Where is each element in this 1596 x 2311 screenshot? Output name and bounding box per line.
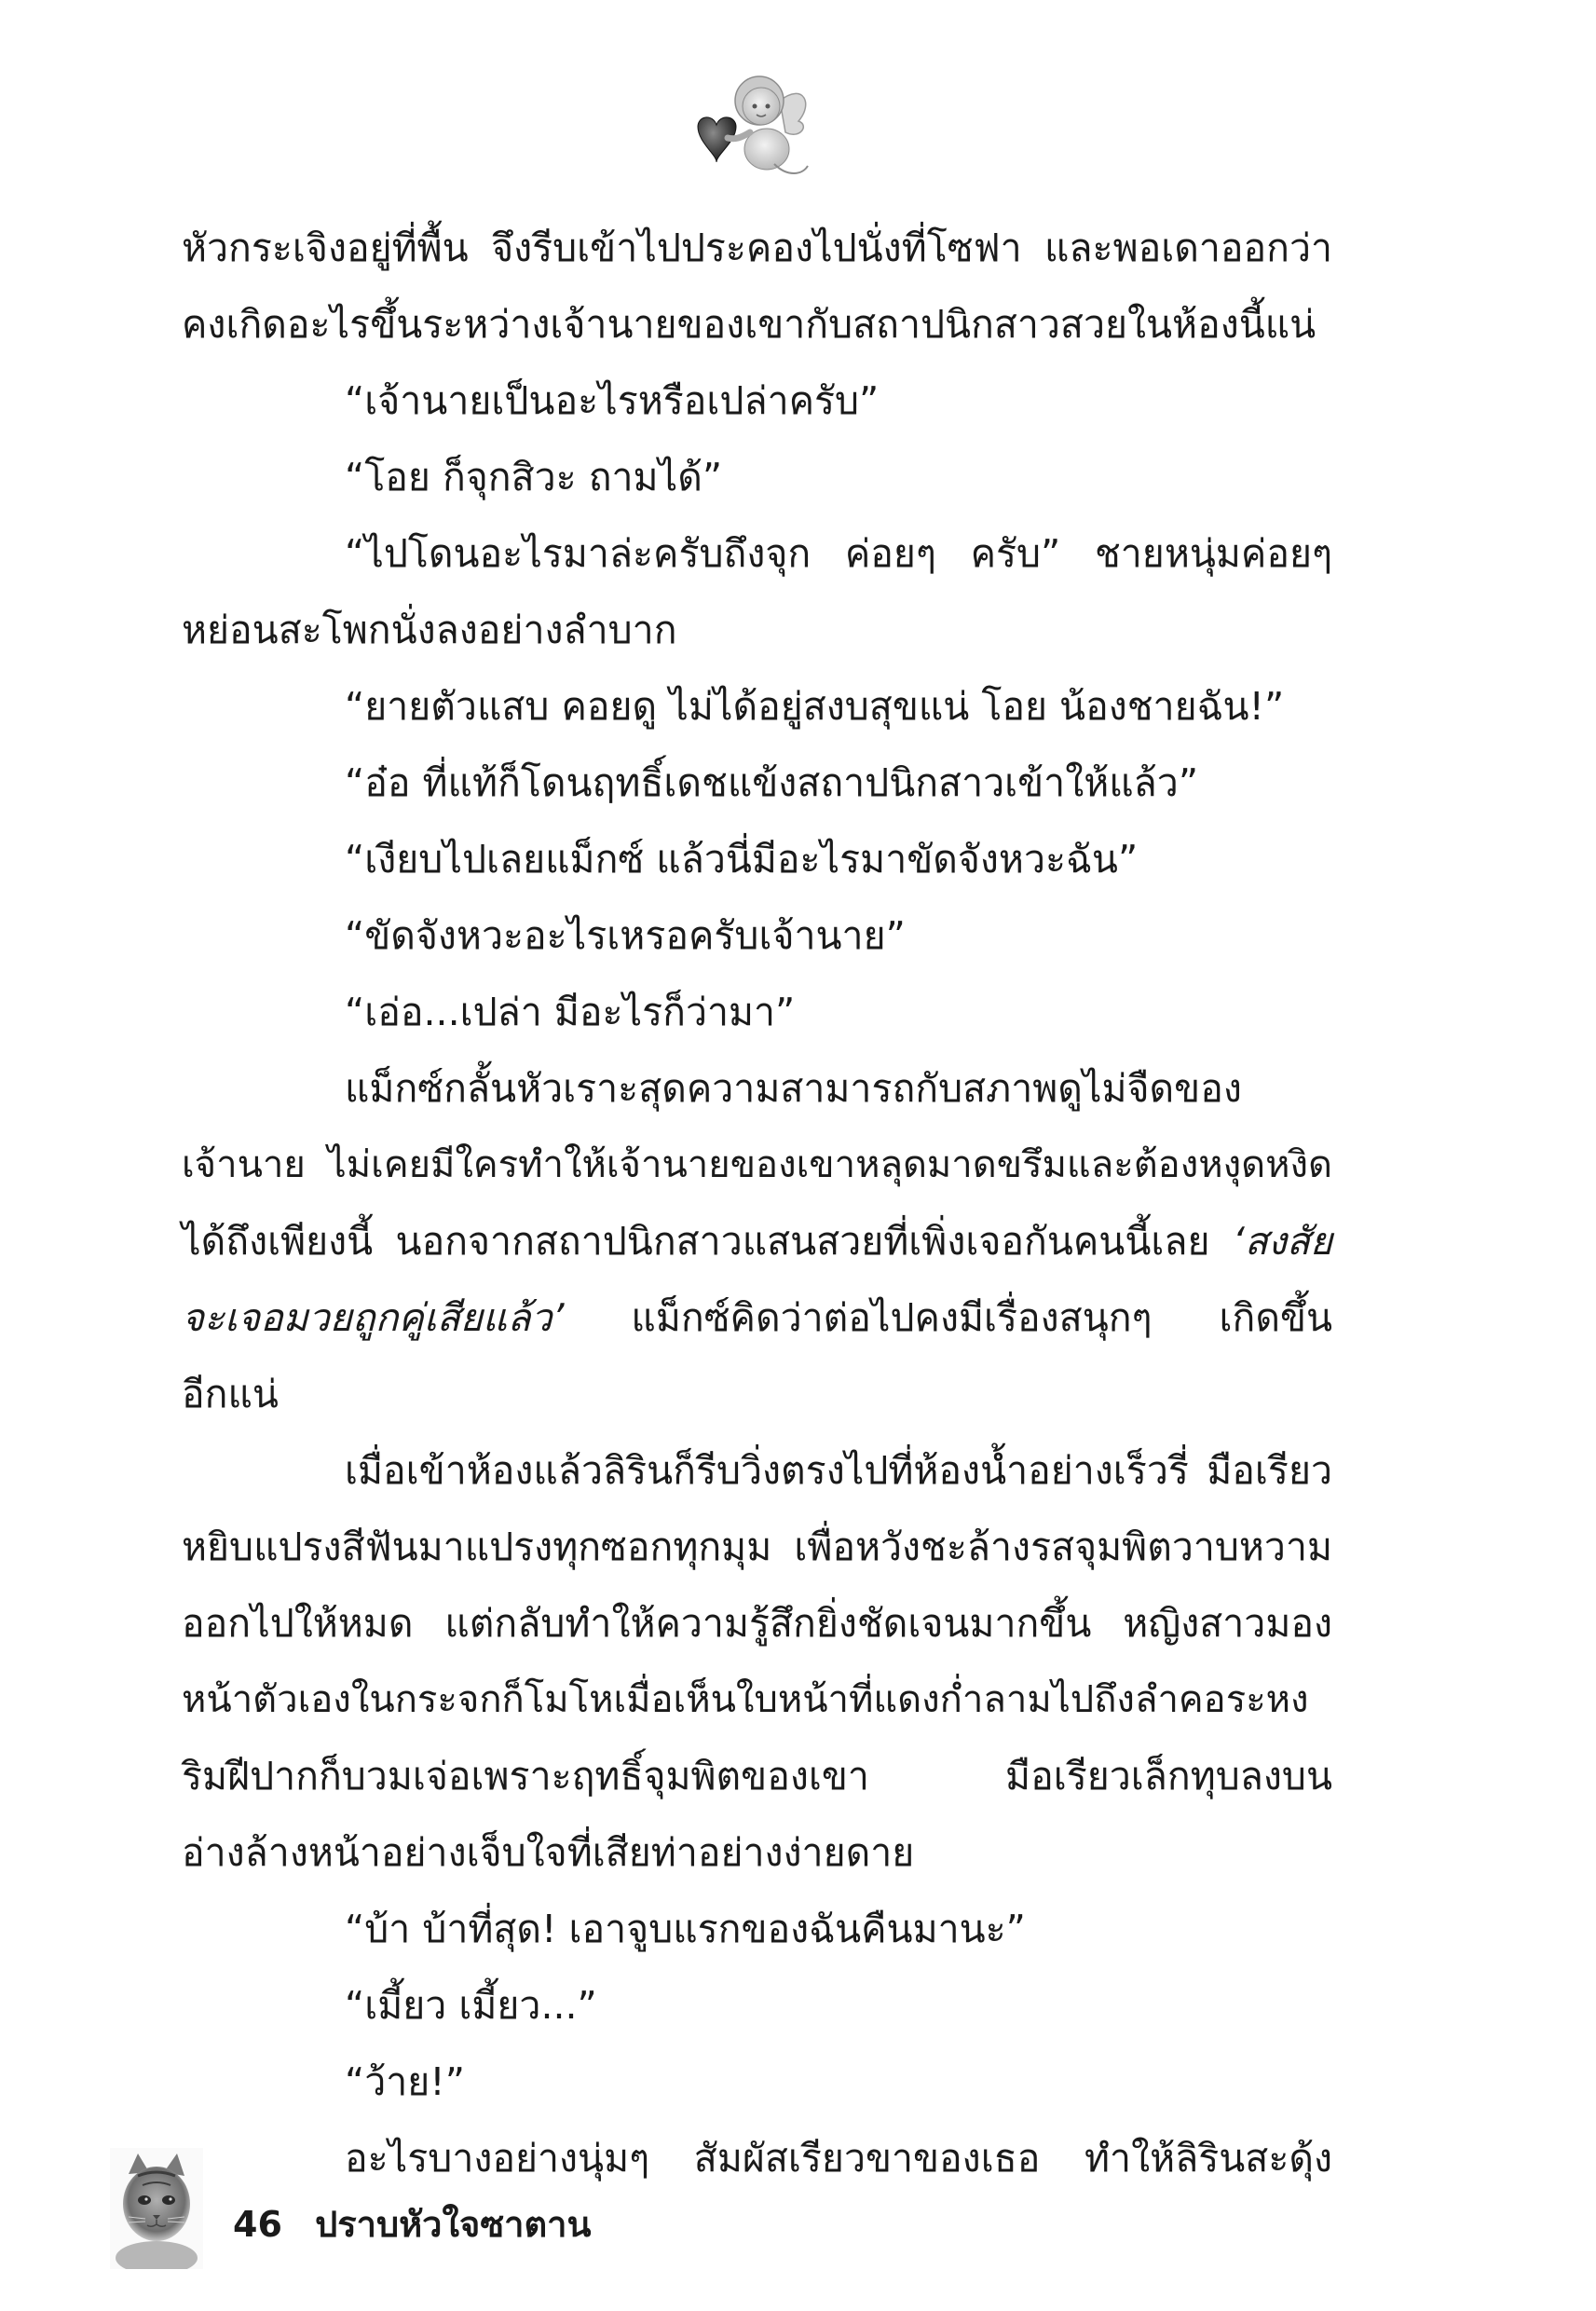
text-line: หน้าตัวเองในกระจกก็โมโหเมื่อเห็นใบหน้าที่แดงก่ำลามไปถึงลำคอระหง — [182, 1678, 1309, 1721]
italic-thought: ‘สงสัย — [1232, 1219, 1332, 1264]
page-number: 46 — [233, 2204, 282, 2245]
text-line: หัวกระเจิงอยู่ที่พื้น จึงรีบเข้าไปประคองไปนั่งที่โซฟา และพอเดาออกว่า — [182, 226, 1332, 270]
text-line: เมื่อเข้าห้องแล้วลิรินก็รีบวิ่งตรงไปที่ห้องน้ำอย่างเร็วรี่ มือเรียว — [345, 1448, 1332, 1493]
line-text: แม็กซ์คิดว่าต่อไปคงมีเรื่องสนุกๆ เกิดขึ้น — [564, 1295, 1332, 1340]
italic-thought: จะเจอมวยถูกคู่เสียแล้ว’ — [182, 1295, 565, 1340]
text-line: คงเกิดอะไรขึ้นระหว่างเจ้านายของเขากับสถาปนิกสาวสวยในห้องนี้แน่ — [182, 302, 1316, 347]
page-footer — [233, 2195, 591, 2252]
text-line: “ไปโดนอะไรมาล่ะครับถึงจุก ค่อยๆ ครับ” ชายหนุ่มค่อยๆ — [345, 531, 1332, 576]
text-line: หยิบแปรงสีฟันมาแปรงทุกซอกทุกมุม เพื่อหวังชะล้างรสจุมพิตวาบหวาม — [182, 1525, 1332, 1569]
text-line: ริมฝีปากก็บวมเจ่อเพราะฤทธิ์จุมพิตของเขา มือเรียวเล็กทุบลงบน — [182, 1754, 1332, 1798]
text-line: “เมี้ยว เมี้ยว...” — [345, 1983, 597, 2028]
text-line: อีกแน่ — [182, 1372, 279, 1416]
text-line: อ่างล้างหน้าอย่างเจ็บใจที่เสียท่าอย่างง่ายดาย — [182, 1830, 915, 1875]
text-line: “ว้าย!” — [345, 2059, 465, 2104]
text-line: “อ๋อ ที่แท้ก็โดนฤทธิ์เดชแข้งสถาปนิกสาวเข้าให้แล้ว” — [345, 760, 1199, 805]
text-line: “โอย ก็จุกสิวะ ถามได้” — [345, 455, 723, 499]
text-line — [182, 1279, 1332, 1356]
body-text — [182, 210, 1332, 2196]
text-line: อะไรบางอย่างนุ่มๆ สัมผัสเรียวขาของเธอ ทำให้ลิรินสะดุ้ง — [345, 2136, 1332, 2181]
text-line: “ยายตัวแสบ คอยดู ไม่ได้อยู่สงบสุขแน่ โอย น้องชายฉัน!” — [345, 684, 1285, 729]
text-line: “เงียบไปเลยแม็กซ์ แล้วนี่มีอะไรมาขัดจังหวะฉัน” — [345, 837, 1139, 882]
cupid-with-heart-icon — [694, 73, 815, 189]
cat-photo-icon — [110, 2148, 203, 2269]
line-text: ได้ถึงเพียงนี้ นอกจากสถาปนิกสาวแสนสวยที่เพิ่งเจอกันคนนี้เลย — [182, 1219, 1210, 1264]
text-line: ออกไปให้หมด แต่กลับทำให้ความรู้สึกยิ่งชัดเจนมากขึ้น หญิงสาวมอง — [182, 1601, 1332, 1646]
text-line: หย่อนสะโพกนั่งลงอย่างลำบาก — [182, 608, 677, 652]
text-line: “เจ้านายเป็นอะไรหรือเปล่าครับ” — [345, 378, 880, 423]
text-line: “เอ่อ...เปล่า มีอะไรก็ว่ามา” — [345, 990, 796, 1034]
text-line: “บ้า บ้าที่สุด! เอาจูบแรกของฉันคืนมานะ” — [345, 1907, 1026, 1951]
text-line: เจ้านาย ไม่เคยมีใครทำให้เจ้านายของเขาหลุดมาดขรึมและต้องหงุดหงิด — [182, 1143, 1332, 1186]
text-line: แม็กซ์กลั้นหัวเราะสุดความสามารถกับสภาพดูไม่จืดของ — [345, 1066, 1242, 1111]
text-line — [182, 1203, 1332, 1279]
book-title: ปราบหัวใจซาตาน — [315, 2204, 592, 2245]
text-line: “ขัดจังหวะอะไรเหรอครับเจ้านาย” — [345, 913, 906, 958]
